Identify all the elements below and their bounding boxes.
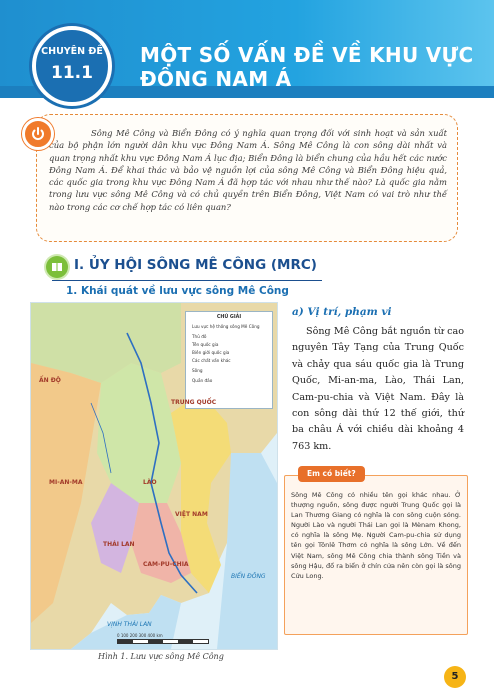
label-trung-quoc: TRUNG QUỐC — [171, 399, 217, 406]
label-bien-dong: BIỂN ĐÔNG — [231, 573, 266, 580]
label-mi-an-ma: MI-AN-MA — [49, 479, 83, 486]
power-icon — [22, 118, 54, 150]
intro-box — [36, 114, 458, 242]
did-you-know-label: Em có biết? — [298, 466, 365, 482]
chapter-title — [140, 43, 480, 91]
map-legend — [185, 311, 273, 409]
scale-label: 0 100 200 300 400 km — [117, 633, 163, 638]
label-cam-pu-chia: CAM-PU-CHIA — [143, 561, 189, 568]
label-viet-nam: VIỆT NAM — [175, 511, 208, 518]
book-icon — [46, 256, 68, 278]
legend-item: Lưu vực hệ thống sông Mê Công — [192, 324, 260, 329]
legend-item: Các chất vấn khác — [192, 358, 231, 363]
label-thai-lan: THÁI LAN — [103, 541, 135, 548]
figure-caption: Hình 1. Lưu vực sông Mê Công — [98, 652, 224, 661]
chapter-title-line1: MỘT SỐ VẤN ĐỀ VỀ KHU VỰC — [140, 43, 474, 67]
badge-number: 11.1 — [51, 63, 93, 83]
scale-bar — [117, 639, 209, 644]
map-scale — [117, 633, 163, 638]
legend-item: Quần đảo — [192, 378, 213, 383]
label-an-do: ẤN ĐỘ — [39, 377, 61, 384]
page-number: 5 — [444, 666, 466, 688]
label-lao: LÀO — [143, 479, 157, 486]
legend-title: CHÚ GIẢI — [216, 315, 242, 320]
mekong-basin-map — [30, 302, 278, 650]
part-a-text: Sông Mê Công bắt nguồn từ cao nguyên Tây Tạng của Trung Quốc và chảy qua sáu quốc gia là Trung Quốc, Mi-an-ma, Lào, Thái Lan, Cam-pu-chia và Việt Nam. Đây là con sông dài thứ 12 thế giới, thứ ba châu Á với chiều dài khoảng 4 763 km. — [292, 326, 464, 452]
legend-item: Sông — [192, 368, 203, 373]
subsection-title: 1. Khái quát về lưu vực sông Mê Công — [66, 285, 289, 297]
chapter-badge — [32, 26, 112, 106]
label-vinh-thai-lan: VỊNH THÁI LAN — [107, 621, 152, 628]
legend-item: Biên giới quốc gia — [192, 350, 230, 355]
legend-item: Tên quốc gia — [192, 342, 219, 347]
badge-label: CHUYÊN ĐỀ — [41, 46, 103, 57]
part-a-heading: a) Vị trí, phạm vi — [292, 306, 392, 318]
did-you-know-text: Sông Mê Công có nhiều tên gọi khác nhau. Ở thượng nguồn, sông được người Trung Quốc gọi là Lan Thương Giang có nghĩa là con sông cuộn sóng. Người Lào và người Thái Lan gọi là Mènam Khong, có nghĩa là sông Mẹ. Người Cam-pu-chia sử dụng tên gọi Tônlê Thơm có nghĩa là sông Lớn. Về đến Việt Nam, sông Mê Công chia thành sông Tiền và sông Hậu, đổ ra biển ở chín cửa nên còn gọi là sông Cửu Long. — [291, 491, 461, 580]
section-underline — [52, 280, 322, 281]
intro-text: Sông Mê Công và Biển Đông có ý nghĩa quan trọng đối với sinh hoạt và sản xuất của bộ phận lớn người dân khu vực Đông Nam Á. Sông Mê Công là con sông dài nhất và quan trọng nhất khu vực Đông Nam Á lục địa; Biển Đông là biển chung của hầu hết các nước Đông Nam Á. Để khai thác và bảo vệ nguồn lợi của sông Mê Công và Biển Đông hiệu quả, các quốc gia trong khu vực Đông Nam Á đã hợp tác với nhau như thế nào? Là quốc gia nằm trong lưu vực sông Mê Công và có chủ quyền trên Biển Đông, Việt Nam có vai trò như thế nào trong các cơ chế hợp tác có liên quan? — [49, 128, 447, 212]
did-you-know-box — [284, 475, 468, 635]
chapter-title-line2: ĐÔNG NAM Á — [140, 67, 292, 91]
legend-item: Thủ đô — [192, 334, 207, 339]
section-title: I. ỦY HỘI SÔNG MÊ CÔNG (MRC) — [74, 257, 317, 273]
